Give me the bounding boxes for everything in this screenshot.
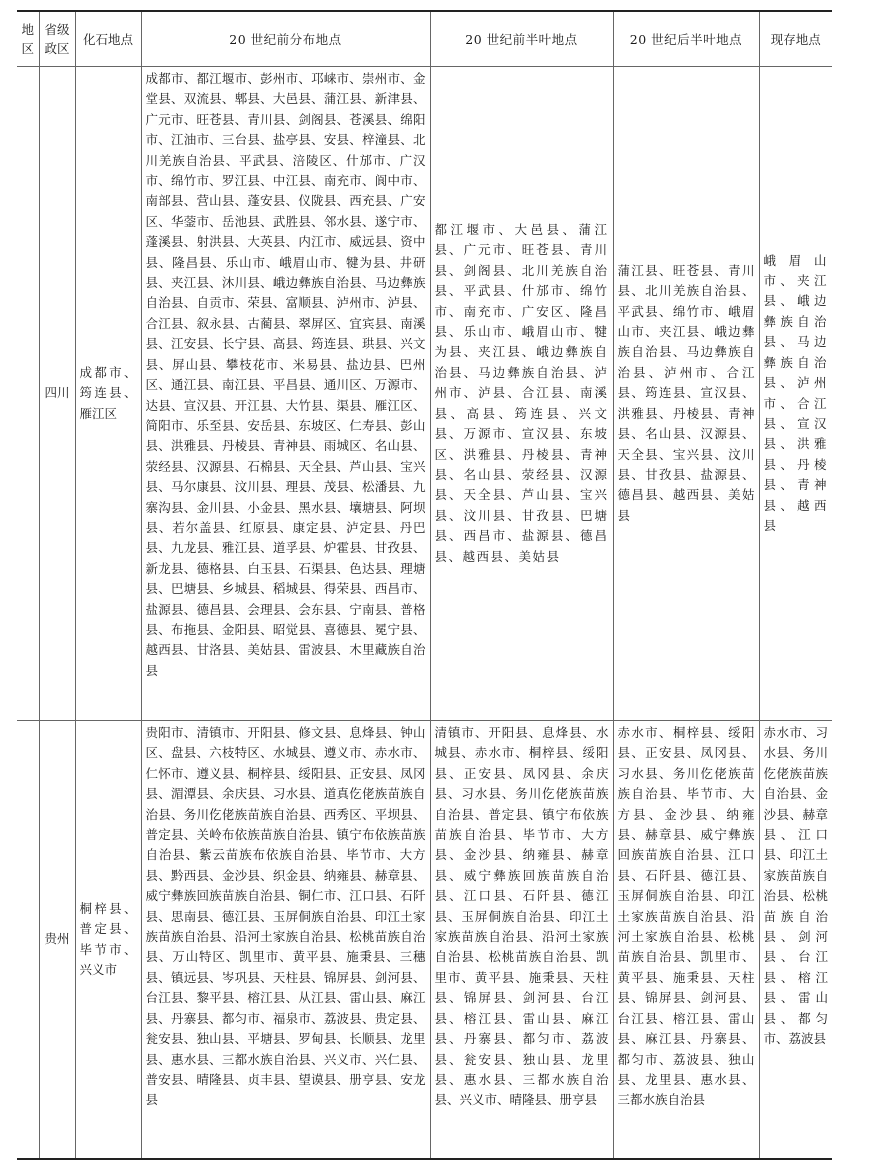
late-20th-century-cell: 蒲江县、旺苍县、青川县、北川羌族自治县、平武县、绵竹市、峨眉山市、夹江县、峨边彝族自治县、马边彝族自治县、泸州市、合江县、筠连县、宣汉县、洪雅县、丹棱县、青神县、名山县、汉源县、天全县、宝兴县、汶川县、甘孜县、盐源县、德昌县、越西县、美姑县	[613, 67, 759, 721]
header-late-20th-century: 20 世纪后半叶地点	[613, 11, 759, 67]
table-row-sichuan	[17, 67, 832, 721]
header-early-20th-century: 20 世纪前半叶地点	[430, 11, 613, 67]
fossil-sites-cell: 成都市、筠连县、雁江区	[75, 67, 141, 721]
header-province: 省级政区	[39, 11, 75, 67]
fossil-sites-cell: 桐梓县、普定县、毕节市、兴义市	[75, 721, 141, 1160]
province-cell: 四川	[39, 67, 75, 721]
table-row-guizhou	[17, 721, 832, 1160]
region-cell	[17, 67, 39, 721]
pre-20th-century-cell: 成都市、都江堰市、彭州市、邛崃市、崇州市、金堂县、双流县、郫县、大邑县、蒲江县、新津县、广元市、旺苍县、青川县、剑阁县、苍溪县、绵阳市、江油市、三台县、盐亭县、安县、梓潼县、北川羌族自治县、平武县、涪陵区、什邡市、广汉市、绵竹市、罗江县、中江县、南充市、阆中市、南部县、营山县、蓬安县、仪陇县、西充县、广安区、华蓥市、岳池县、武胜县、邻水县、遂宁市、蓬溪县、射洪县、大英县、内江市、威远县、资中县、隆昌县、乐山市、峨眉山市、犍为县、井研县、夹江县、沐川县、峨边彝族自治县、马边彝族自治县、自贡市、荣县、富顺县、泸州市、泸县、合江县、叙永县、古蔺县、翠屏区、宜宾县、南溪县、江安县、长宁县、高县、筠连县、珙县、兴文县、屏山县、攀枝花市、米易县、盐边县、巴州区、通江县、南江县、平昌县、通川区、万源市、达县、宣汉县、开江县、大竹县、渠县、雁江区、简阳市、乐至县、安岳县、东坡区、仁寿县、彭山县、洪雅县、丹棱县、青神县、雨城区、名山县、荥经县、汉源县、石棉县、天全县、芦山县、宝兴县、马尔康县、汶川县、理县、茂县、松潘县、九寨沟县、金川县、小金县、黑水县、壤塘县、阿坝县、若尔盖县、红原县、康定县、泸定县、丹巴县、九龙县、雅江县、道孚县、炉霍县、甘孜县、新龙县、德格县、白玉县、石渠县、色达县、理塘县、巴塘县、乡城县、稻城县、得荣县、西昌市、盐源县、德昌县、会理县、会东县、宁南县、普格县、布拖县、金阳县、昭觉县、喜德县、冕宁县、越西县、甘洛县、美姑县、雷波县、木里藏族自治县	[141, 67, 430, 721]
pre-20th-century-cell: 贵阳市、清镇市、开阳县、修文县、息烽县、钟山区、盘县、六枝特区、水城县、遵义市、赤水市、仁怀市、遵义县、桐梓县、绥阳县、正安县、凤冈县、湄潭县、余庆县、习水县、道真仡佬族苗族自治县、务川仡佬族苗族自治县、西秀区、平坝县、普定县、关岭布依族苗族自治县、镇宁布依族苗族自治县、紫云苗族布依族自治县、毕节市、大方县、黔西县、金沙县、织金县、纳雍县、赫章县、威宁彝族回族苗族自治县、铜仁市、江口县、石阡县、思南县、德江县、玉屏侗族自治县、印江土家族苗族自治县、沿河土家族自治县、松桃苗族自治县、万山特区、凯里市、黄平县、施秉县、三穗县、镇远县、岑巩县、天柱县、锦屏县、剑河县、台江县、黎平县、榕江县、从江县、雷山县、麻江县、丹寨县、都匀市、福泉市、荔波县、贵定县、瓮安县、独山县、平塘县、罗甸县、长顺县、龙里县、惠水县、三都水族自治县、兴义市、兴仁县、普安县、晴隆县、贞丰县、望谟县、册亨县、安龙县	[141, 721, 430, 1160]
province-cell: 贵州	[39, 721, 75, 1160]
late-20th-century-cell: 赤水市、桐梓县、绥阳县、正安县、凤冈县、习水县、务川仡佬族苗族自治县、毕节市、大方县、金沙县、纳雍县、赫章县、威宁彝族回族苗族自治县、江口县、石阡县、德江县、玉屏侗族自治县、印江土家族苗族自治县、沿河土家族自治县、松桃苗族自治县、凯里市、黄平县、施秉县、天柱县、锦屏县、剑河县、台江县、榕江县、雷山县、麻江县、丹寨县、都匀市、荔波县、独山县、龙里县、惠水县、三都水族自治县	[613, 721, 759, 1160]
early-20th-century-cell: 清镇市、开阳县、息烽县、水城县、赤水市、桐梓县、绥阳县、正安县、凤冈县、余庆县、习水县、务川仡佬族苗族自治县、普定县、镇宁布依族苗族自治县、毕节市、大方县、金沙县、纳雍县、赫章县、威宁彝族回族苗族自治县、江口县、石阡县、德江县、玉屏侗族自治县、印江土家族苗族自治县、沿河土家族自治县、松桃苗族自治县、凯里市、黄平县、施秉县、天柱县、锦屏县、剑河县、台江县、榕江县、雷山县、麻江县、丹寨县、都匀市、荔波县、瓮安县、独山县、龙里县、惠水县、三都水族自治县、兴义市、晴隆县、册亨县	[430, 721, 613, 1160]
present-cell: 赤水市、习水县、务川仡佬族苗族自治县、金沙县、赫章县、江口县、印江土家族苗族自治县、松桃苗族自治县、剑河县、台江县、榕江县、雷山县、都匀市、荔波县	[759, 721, 832, 1160]
header-region: 地区	[17, 11, 39, 67]
header-present: 现存地点	[759, 11, 832, 67]
region-cell	[17, 721, 39, 1160]
header-pre-20th-century: 20 世纪前分布地点	[141, 11, 430, 67]
early-20th-century-cell: 都江堰市、大邑县、蒲江县、广元市、旺苍县、青川县、剑阁县、北川羌族自治县、平武县、什邡市、绵竹市、南充市、广安区、隆昌县、乐山市、峨眉山市、犍为县、夹江县、峨边彝族自治县、马边彝族自治县、泸州市、泸县、合江县、南溪县、高县、筠连县、兴文县、万源市、宣汉县、东坡区、洪雅县、丹棱县、青神县、名山县、荥经县、汉源县、天全县、芦山县、宝兴县、汶川县、甘孜县、巴塘县、西昌市、盐源县、德昌县、越西县、美姑县	[430, 67, 613, 721]
distribution-table	[17, 10, 832, 1160]
header-fossil-sites: 化石地点	[75, 11, 141, 67]
header-row	[17, 11, 832, 67]
present-cell: 峨眉山市、夹江县、峨边彝族自治县、马边彝族自治县、泸州市、合江县、宣汉县、洪雅县、丹棱县、青神县、越西县	[759, 67, 832, 721]
